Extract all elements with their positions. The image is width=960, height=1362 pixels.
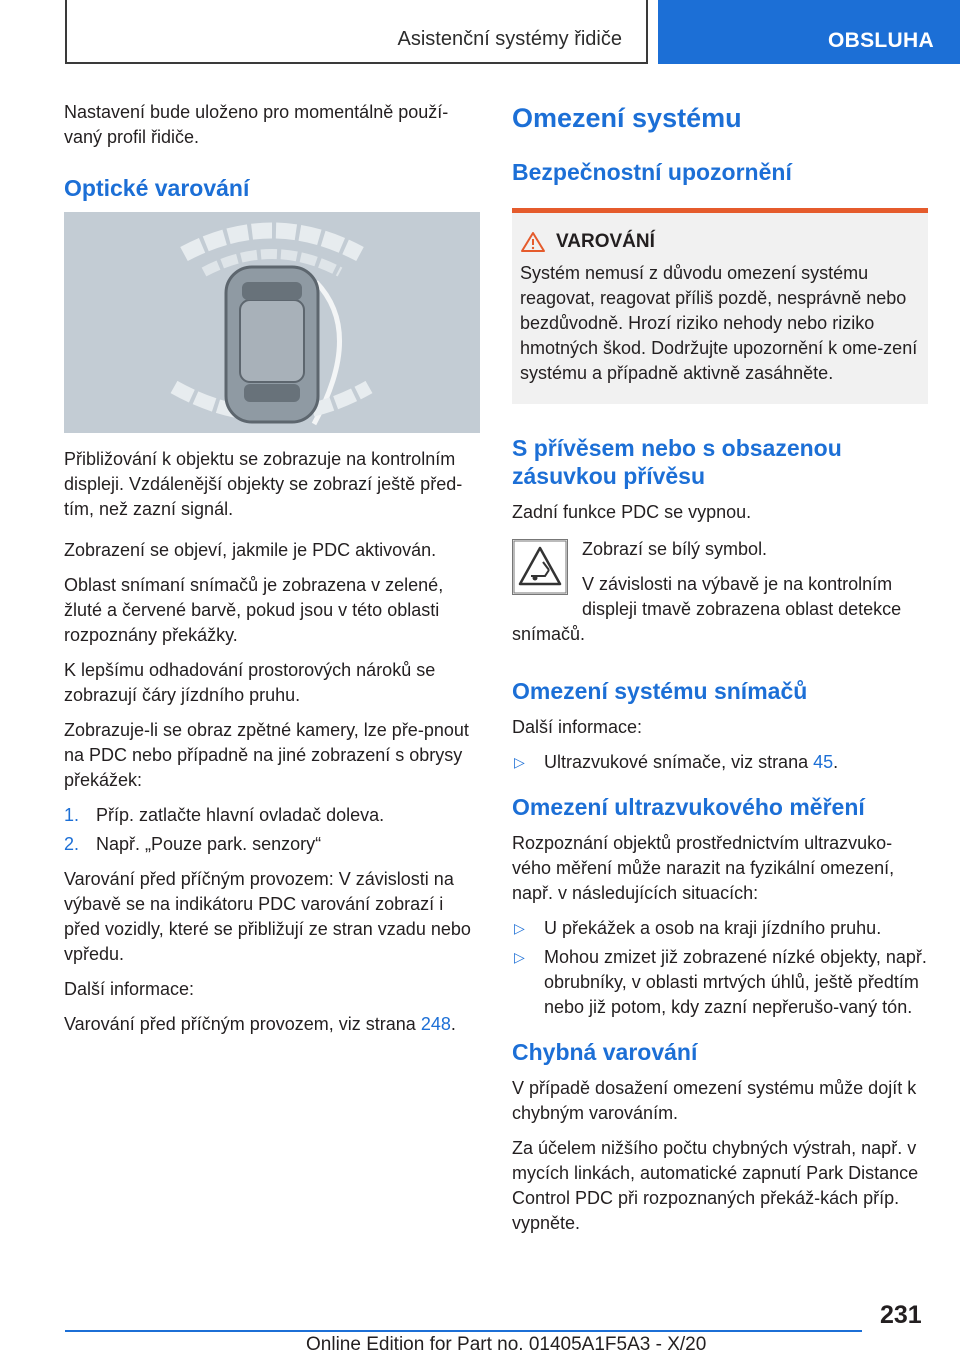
paragraph-ultrasonic: Rozpoznání objektů prostřednictvím ultrazvuko‐vého měření může narazit na fyzikální omezení, např. v následujících situacích: [512, 833, 895, 903]
bullet-text: U překážek a osob na kraji jízdního pruhu. [544, 918, 882, 938]
paragraph-cross-traffic-ref [64, 1012, 480, 1037]
heading-sensor-limits: Omezení systému snímačů [512, 678, 808, 704]
heading-ultrasonic-limits: Omezení ultrazvukového měření [512, 794, 865, 820]
warning-title-row [520, 231, 922, 253]
step-text: Např. „Pouze park. senzory“ [96, 834, 322, 854]
paragraph-lane-lines: K lepšímu odhadování prostorových nároků se zobrazují čáry jízdního pruhu. [64, 660, 436, 705]
steps-list [64, 803, 480, 857]
pdc-display-illustration [64, 212, 480, 433]
car-windshield [242, 282, 302, 300]
list-item [512, 945, 928, 1020]
paragraph-more-info: Další informace: [64, 979, 195, 999]
bullet-text: Mohou zmizet již zobrazené nízké objekty, např. obrubníky, v oblasti mrtvých úhlů, ještě předtím nebo již potom, kdy zazní nepřerušo‐vaný tón. [544, 947, 927, 1017]
right-column [512, 100, 928, 1246]
step-number: 1. [64, 805, 80, 825]
paragraph-camera-switch: Zobrazuje-li se obraz zpětné kamery, lze pře‐pnout na PDC nebo případně na jiné zobrazení s obrysy překážek: [64, 720, 469, 790]
list-item [64, 832, 480, 857]
list-item [64, 803, 480, 828]
warning-title: VAROVÁNÍ [556, 231, 655, 252]
paragraph-reduce-false-warnings: Za účelem nižšího počtu chybných výstrah, např. v mycích linkách, automatické zapnutí Park Distance Control PDC při rozpoznaných překáž‐kách příp. vypněte. [512, 1138, 919, 1233]
header-section-title: Asistenční systémy řidiče [397, 28, 622, 50]
paragraph-trailer-pdc-off: Zadní funkce PDC se vypnou. [512, 502, 752, 522]
list-item [512, 750, 928, 775]
heading-false-warnings: Chybná varování [512, 1039, 698, 1065]
bullet-triangle-icon: ▷ [514, 949, 525, 965]
ultrasonic-bullets [512, 916, 928, 1020]
heading-optical-warning: Optické varování [64, 175, 250, 201]
car-rear-window [244, 384, 300, 402]
step-number: 2. [64, 834, 80, 854]
ref-text: Varování před příčným provozem, viz strana [64, 1014, 421, 1034]
warning-text: Systém nemusí z důvodu omezení systému reagovat, reagovat příliš pozdě, nesprávně nebo bezdůvodně. Hrozí riziko nehody nebo riziko hmotných škod. Dodržujte upozornění k ome‐zení systému a případně aktivně zasáhněte. [520, 263, 918, 383]
bullet-triangle-icon: ▷ [514, 920, 525, 936]
footer-divider [65, 1330, 862, 1332]
list-item [512, 916, 928, 941]
header-bar [65, 0, 648, 64]
heading-safety-notes: Bezpečnostní upozornění [512, 159, 792, 185]
paragraph-detection-area: V závislosti na výbavě je na kontrolním displeji tmavě zobrazena oblast detekce snímačů. [512, 574, 902, 644]
heading-trailer: S přívěsem nebo s obsazenou zásuvkou přívěsu [512, 435, 842, 489]
heading-system-limits: Omezení systému [512, 103, 742, 133]
trailer-symbol-block [512, 535, 928, 657]
warning-triangle-icon [520, 231, 546, 253]
paragraph-display-appears: Zobrazení se objeví, jakmile je PDC aktivován. [64, 540, 437, 560]
intro-paragraph: Nastavení bude uloženo pro momentálně použí‐vaný profil řidiče. [64, 102, 449, 147]
paragraph-cross-traffic: Varování před příčným provozem: V závislosti na výbavě se na indikátoru PDC varování zobrazí i před vozidly, které se přibližují ze stran vzadu nebo vpředu. [64, 869, 471, 964]
paragraph-approach: Přibližování k objektu se zobrazuje na kontrolním displeji. Vzdálenější objekty se zobrazí ještě před‐tím, než zazní signál. [64, 449, 463, 519]
warning-box [512, 208, 928, 404]
car-roof [240, 300, 304, 382]
header-tab-obsluha[interactable]: OBSLUHA [658, 0, 960, 64]
step-text: Příp. zatlačte hlavní ovladač doleva. [96, 805, 385, 825]
page-link-248[interactable]: 248 [420, 1014, 451, 1034]
bullet-triangle-icon: ▷ [514, 754, 525, 770]
footer-edition: Online Edition for Part no. 01405A1F5A3 - X/20 [306, 1334, 707, 1355]
paragraph-sensor-more-info: Další informace: [512, 717, 643, 737]
page-number: 231 [880, 1301, 922, 1329]
ref-text: Ultrazvukové snímače, viz strana [544, 752, 814, 772]
ref-end: . [450, 1014, 456, 1034]
ref-end: . [833, 752, 839, 772]
sensor-bullets [512, 750, 928, 775]
paragraph-false-warnings: V případě dosažení omezení systému může dojít k chybným varováním. [512, 1078, 917, 1123]
bullet-text [544, 750, 838, 775]
paragraph-sensor-area: Oblast snímaní snímačů je zobrazena v zelené, žluté a červené barvě, pokud jsou v této oblasti rozpoznány překážky. [64, 575, 444, 645]
paragraph-white-symbol: Zobrazí se bílý symbol. [582, 539, 768, 559]
trailer-pdc-symbol-icon [512, 539, 568, 595]
left-column [64, 100, 480, 1047]
page-link-45[interactable]: 45 [813, 752, 834, 772]
